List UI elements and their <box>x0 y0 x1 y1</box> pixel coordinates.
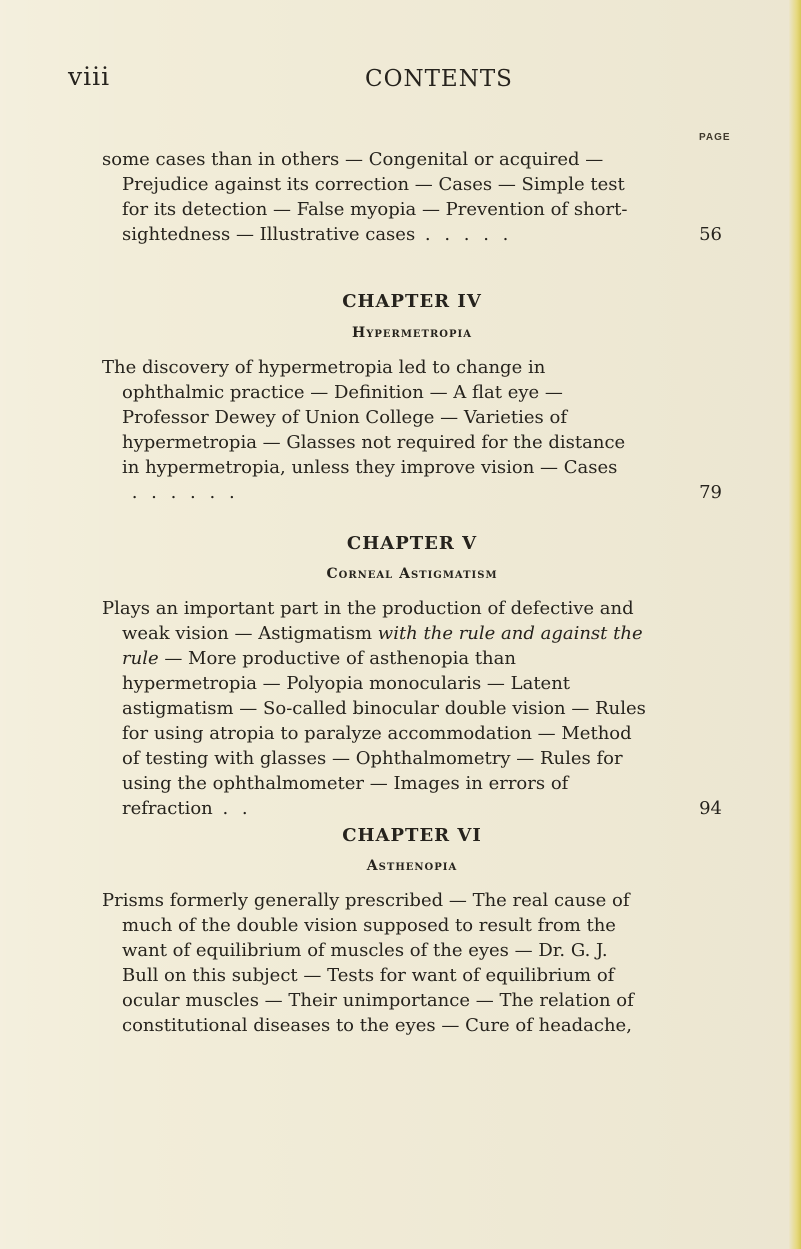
running-head <box>68 62 588 106</box>
continued-section <box>102 147 722 247</box>
entry-text: The discovery of hypermetropia led to change in ophthalmic practice — Definition — A flat eye — Professor Dewey of Union College — Varieties of hypermetropia — Glasses not required for the distance in hypermetropia, unless they improve vision — Cases <box>102 357 626 478</box>
contents-entry <box>102 596 722 821</box>
entry-leader: . . . . . <box>415 224 513 245</box>
contents-entry <box>102 355 722 505</box>
chapter-vi-section <box>102 825 722 1038</box>
entry-text-before: Plays an important part in the production of defective and weak vision — Astigmatism <box>102 598 634 644</box>
chapter-iv-section <box>102 291 722 505</box>
chapter-subtitle: Asthenopia <box>366 858 458 874</box>
contents-entry <box>102 888 722 1038</box>
chapter-heading: CHAPTER V <box>346 533 478 554</box>
entry-text: Prisms formerly generally prescribed — The real cause of much of the double vision supposed to result from the want of equilibrium of muscles of the eyes — Dr. G. J. Bull on this subject — Tests for want of equilibrium of ocular muscles — Their unimportance — The relation of constitutional diseases to the eyes — Cure of headache, <box>102 890 634 1036</box>
page-edge-shadow <box>789 0 801 1249</box>
entry-page-number: 79 <box>699 482 722 503</box>
chapter-subtitle: Corneal Astigmatism <box>326 566 498 582</box>
chapter-heading: CHAPTER IV <box>342 291 482 312</box>
page-column-label: PAGE <box>699 132 731 143</box>
entry-page-number: 56 <box>699 224 722 245</box>
page-number: viii <box>68 62 111 91</box>
entry-text-after: — More productive of asthenopia than hypermetropia — Polyopia monocularis — Latent astigmatism — So-called binocular double vision — Rules for using atropia to paralyze accommodation — Method of testing with glasses — Ophthalmometry — Rules for using the ophthalmometer — Images in errors of refraction <box>122 648 646 819</box>
chapter-v-section <box>102 533 722 821</box>
page-title: CONTENTS <box>365 66 513 92</box>
contents-entry <box>102 147 722 247</box>
entry-page-number: 94 <box>699 798 722 819</box>
chapter-subtitle: Hypermetropia <box>352 325 472 341</box>
entry-text: some cases than in others — Congenital or acquired — Prejudice against its correction — Cases — Simple test for its detection — False myopia — Prevention of short-sightedness — Illustrative cases <box>102 149 628 245</box>
entry-leader: . . . . . . <box>122 482 239 503</box>
chapter-heading: CHAPTER VI <box>342 825 482 846</box>
entry-text-italic: with the rule and against the rule <box>122 623 643 669</box>
entry-leader: . . <box>212 798 252 819</box>
